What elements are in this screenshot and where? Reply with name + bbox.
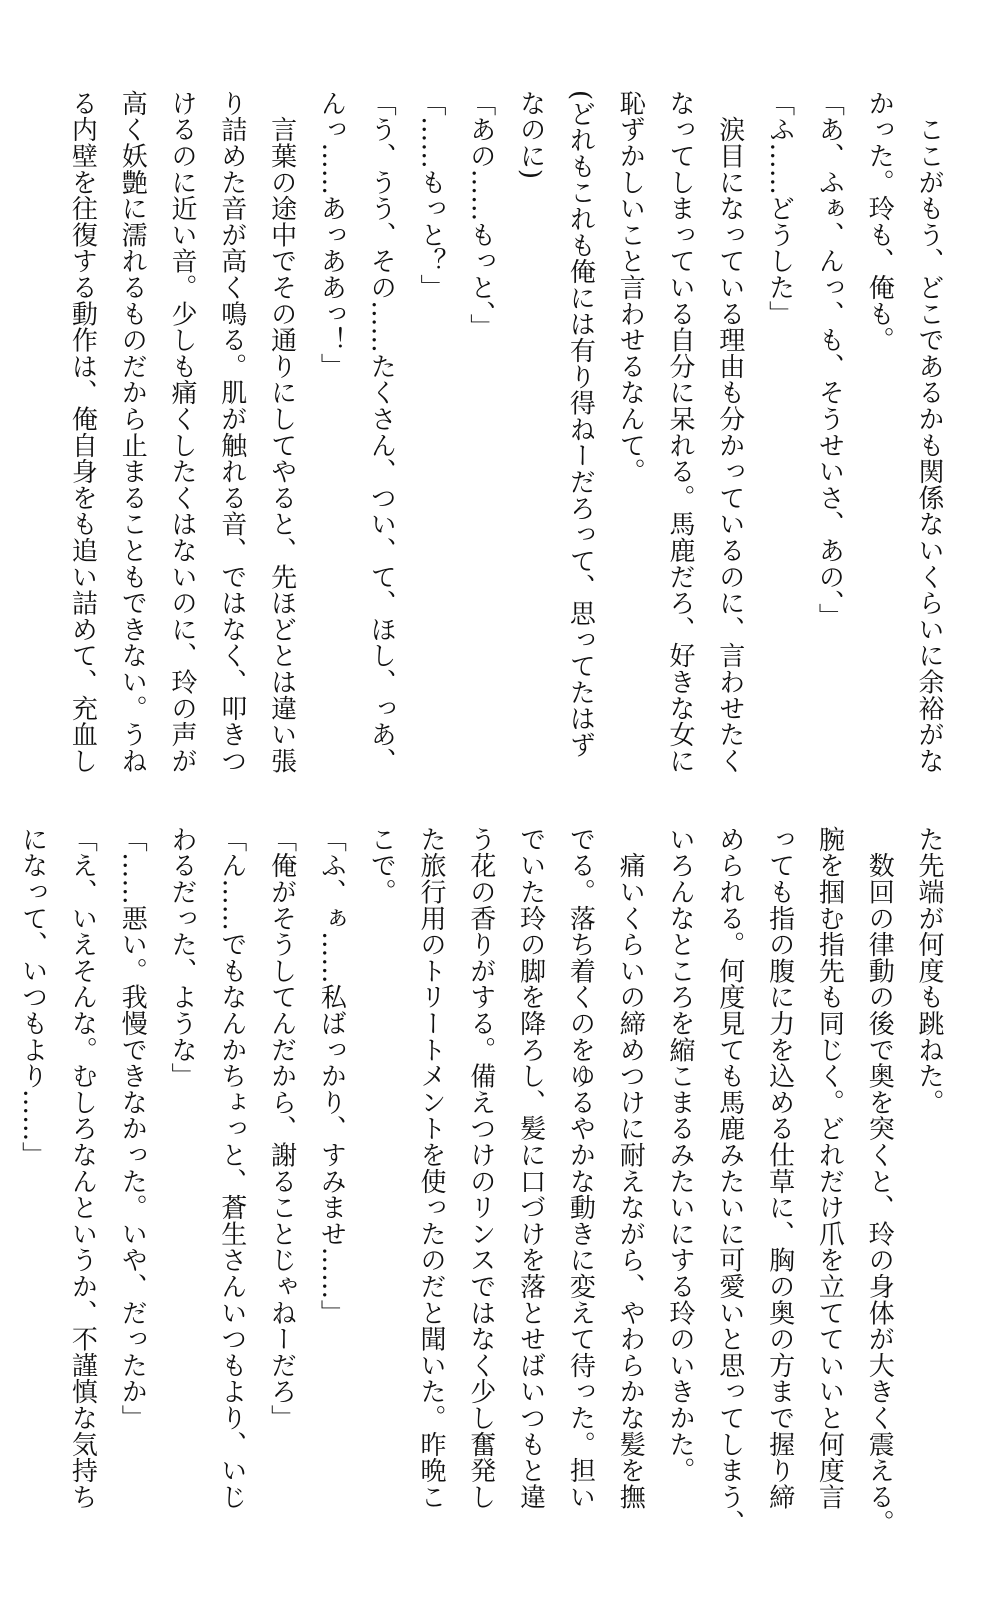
text-column: になって、いつもより……」 [17, 826, 48, 1168]
text-column: でいた玲の脚を降ろし、髪に口づけを落とせばいつもと違 [515, 826, 546, 1510]
text-column: 「ふ、ぁ……私ばっかり、すみませ……」 [316, 826, 347, 1326]
text-column: 涙目になっている理由も分かっているのに、言わせたく [714, 90, 745, 774]
text-column: いろんなところを縮こまるみたいにする玲のいきかた。 [665, 826, 695, 1484]
text-column: かった。玲も、俺も。 [864, 90, 895, 353]
text-column: こで。 [366, 826, 397, 905]
text-column: んっ……あっああっ！」 [316, 90, 347, 380]
text-column: っても指の腹に力を込める仕草に、胸の奥の方まで握り締 [764, 826, 795, 1510]
text-column: なってしまっている自分に呆れる。馬鹿だろ、好きな女に [665, 90, 695, 774]
text-column: なのに) [515, 90, 546, 180]
text-column: 「俺がそうしてんだから、謝ることじゃねーだろ」 [266, 826, 297, 1431]
text-column: 「……もっと？」 [416, 90, 446, 301]
text-column: 数回の律動の後で奥を突くと、玲の身体が大きく震える。 [864, 826, 895, 1537]
text-column: 「あの……もっと、」 [465, 90, 496, 340]
text-column: でる。落ち着くのをゆるやかな動きに変えて待った。担い [565, 826, 596, 1510]
text-column: ここがもう、どこであるかも関係ないくらいに余裕がな [914, 90, 944, 774]
text-column: 「ふ……どうした」 [764, 90, 795, 327]
text-column: 「う、うう、その……たくさん、つい、て、ほし、っあ、 [366, 90, 397, 774]
text-column: (どれもこれも俺には有り得ねーだろって、思ってたはず [565, 90, 596, 758]
text-column: 「……悪い。我慢できなかった。いや、だったか」 [117, 826, 148, 1431]
text-column: 恥ずかしいこと言わせるなんて。 [615, 90, 646, 485]
text-column: わるだった、ような」 [167, 826, 197, 1089]
text-column: た旅行用のトリートメントを使ったのだと聞いた。昨晩こ [416, 826, 446, 1510]
text-column: 言葉の途中でその通りにしてやると、先ほどとは違い張 [266, 90, 297, 774]
text-column: り詰めた音が高く鳴る。肌が触れる音、ではなく、叩きつ [216, 90, 247, 774]
text-column: う花の香りがする。備えつけのリンスではなく少し奮発し [465, 826, 496, 1510]
text-column: 痛いくらいの締めつけに耐えながら、やわらかな髪を撫 [615, 826, 646, 1510]
text-column: 「え、いえそんな。むしろなんというか、不謹慎な気持ち [67, 826, 98, 1510]
text-column: められる。何度見ても馬鹿みたいに可愛いと思ってしまう、 [714, 826, 745, 1537]
text-column: 「あ、ふぁ、んっ、も、そうせいさ、あの、」 [814, 90, 845, 630]
text-column: けるのに近い音。少しも痛くしたくはないのに、玲の声が [167, 90, 197, 774]
text-column: た先端が何度も跳ねた。 [914, 826, 944, 1116]
text-column: る内壁を往復する動作は、俺自身をも追い詰めて、充血し [67, 90, 98, 774]
text-column: 腕を掴む指先も同じく。どれだけ爪を立てていいと何度言 [814, 826, 845, 1510]
text-column: 高く妖艶に濡れるものだから止まることもできない。うね [117, 90, 148, 774]
text-column: 「ん……でもなんかちょっと、蒼生さんいつもより、いじ [216, 826, 247, 1510]
